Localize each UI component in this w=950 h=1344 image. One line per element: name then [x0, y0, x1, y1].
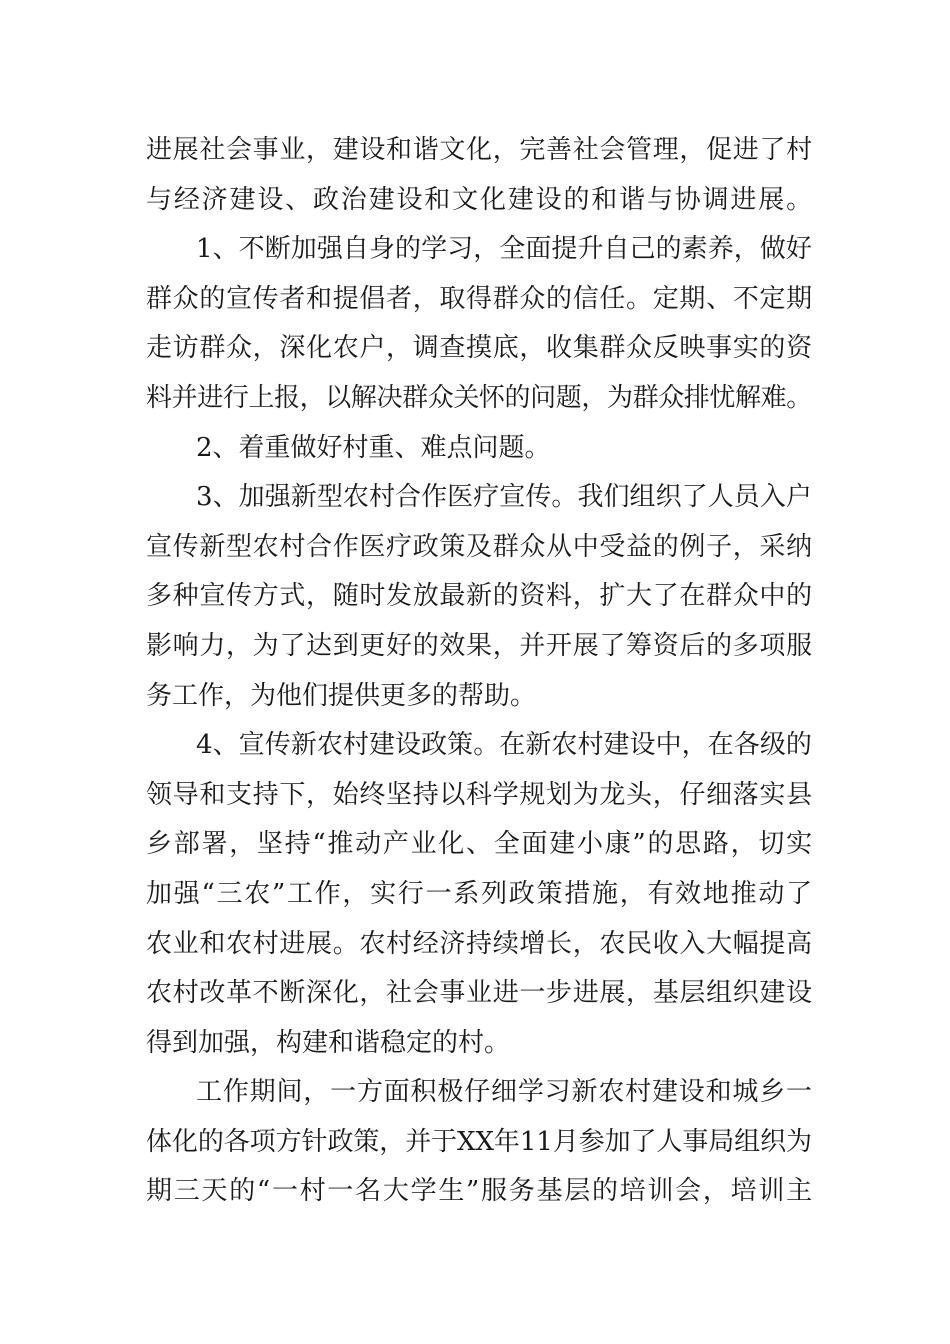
text-line: 2、着重做好村重、难点问题。: [196, 432, 551, 463]
document-body: [146, 126, 812, 1217]
text-line: 工作期间，一方面积极仔细学习新农村建设和城乡一: [196, 1077, 813, 1108]
text-line: 3、加强新型农村合作医疗宣传。我们组织了人员入户: [196, 482, 812, 513]
text-line: 务工作，为他们提供更多的帮助。: [146, 680, 537, 711]
text-line: 料并进行上报，以解决群众关怀的问题，为群众排忧解难。: [146, 382, 812, 413]
text-line: 农村改革不断深化，社会事业进一步进展，基层组织建设: [146, 978, 813, 1009]
text-line: 体化的各项方针政策，并于XX年11月参加了人事局组织为: [146, 1126, 812, 1157]
text-line: 宣传新型农村合作医疗政策及群众从中受益的例子，采纳: [146, 531, 813, 562]
text-line: 加强“三农”工作，实行一系列政策措施，有效地推动了: [146, 878, 814, 909]
text-line: 领导和支持下，始终坚持以科学规划为龙头，仔细落实县: [146, 779, 813, 810]
text-line: 期三天的“一村一名大学生”服务基层的培训会，培训主: [146, 1176, 814, 1207]
text-line: 与经济建设、政治建设和文化建设的和谐与协调进展。: [146, 184, 814, 215]
text-line: 影响力，为了达到更好的效果，并开展了筹资后的多项服: [146, 630, 813, 661]
text-line: 农业和农村进展。农村经济持续增长，农民收入大幅提高: [146, 928, 813, 959]
text-line: 进展社会事业，建设和谐文化，完善社会管理，促进了村: [146, 135, 813, 165]
text-line: 4、宣传新农村建设政策。在新农村建设中，在各级的: [196, 730, 812, 761]
text-line: 走访群众，深化农户，调查摸底，收集群众反映事实的资: [146, 333, 813, 364]
text-line: 1、不断加强自身的学习，全面提升自己的素养，做好: [196, 234, 812, 265]
text-line: 乡部署，坚持“推动产业化、全面建小康”的思路，切实: [146, 829, 814, 860]
text-line: 群众的宣传者和提倡者，取得群众的信任。定期、不定期: [146, 283, 813, 314]
text-line: 多种宣传方式，随时发放最新的资料，扩大了在群众中的: [146, 581, 813, 612]
text-line: 得到加强，构建和谐稳定的村。: [146, 1027, 511, 1058]
